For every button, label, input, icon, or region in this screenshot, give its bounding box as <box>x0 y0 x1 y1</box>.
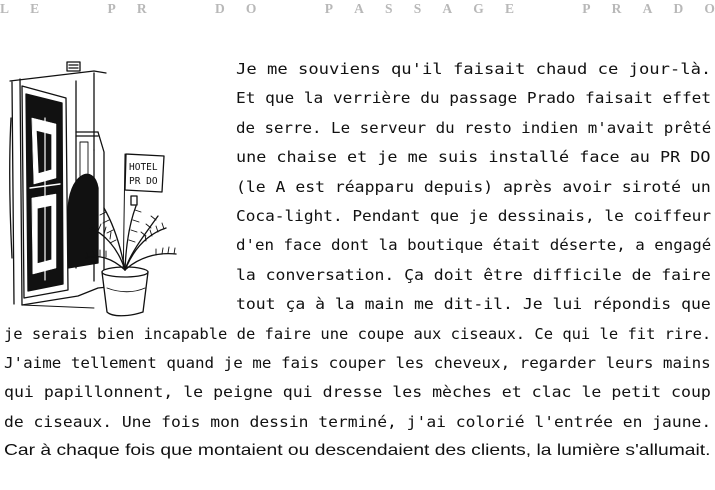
body-line: (le A est réapparu depuis) après avoir siroté un <box>236 177 711 196</box>
sign-hotel-text: HOTEL <box>129 162 158 173</box>
header-letter: O <box>704 1 715 16</box>
header-letter: L <box>0 1 10 16</box>
hotel-entrance-illustration <box>8 58 198 320</box>
body-line: tout ça à la main me dit-il. Je lui répondis que <box>236 295 711 314</box>
body-line: Car à chaque fois que montaient ou descendaient des clients, la lumière s'allumait. <box>4 442 711 460</box>
header-letter: P <box>582 1 591 16</box>
header-letter: A <box>354 1 364 16</box>
body-line: une chaise et je me suis installé face au PR DO <box>236 148 711 167</box>
header-letter: S <box>385 1 393 16</box>
body-line: je serais bien incapable de faire une coupe aux ciseaux. Ce qui le fit rire. <box>4 324 712 343</box>
header-letter: S <box>413 1 422 16</box>
header-letter: E <box>504 1 514 16</box>
sign-prado-text: PR DO <box>129 176 158 187</box>
body-line: J'aime tellement quand je me fais couper les cheveux, regarder leurs mains <box>4 354 711 372</box>
header-letter: P <box>107 1 116 16</box>
header-letter: A <box>642 1 653 16</box>
header-letter: R <box>611 1 622 16</box>
header-letter: O <box>245 1 257 16</box>
body-line: la conversation. Ça doit être difficile de faire <box>236 265 711 284</box>
header-letter: P <box>324 1 333 16</box>
body-line: d'en face dont la boutique était déserte, a engagé <box>236 236 712 255</box>
body-line: de serre. Le serveur du resto indien m'avait prêté <box>236 118 712 137</box>
header-letter: D <box>673 1 684 16</box>
body-line: Coca-light. Pendant que je dessinais, le coiffeur <box>236 207 712 225</box>
header-letter: E <box>30 1 40 16</box>
body-line: de ciseaux. Une fois mon dessin terminé, j'ai colorié l'entrée en jaune. <box>4 412 712 431</box>
header-letter: D <box>214 1 225 16</box>
running-header <box>0 0 715 24</box>
body-line: Et que la verrière du passage Prado faisait effet <box>236 89 712 108</box>
body-line: qui papillonnent, le peigne qui dresse les mèches et clac le petit coup <box>4 383 711 402</box>
header-letter: A <box>442 1 453 16</box>
body-line: Je me souviens qu'il faisait chaud ce jour-là. <box>236 60 712 78</box>
header-letter: G <box>473 1 484 16</box>
header-letter: R <box>136 1 147 16</box>
